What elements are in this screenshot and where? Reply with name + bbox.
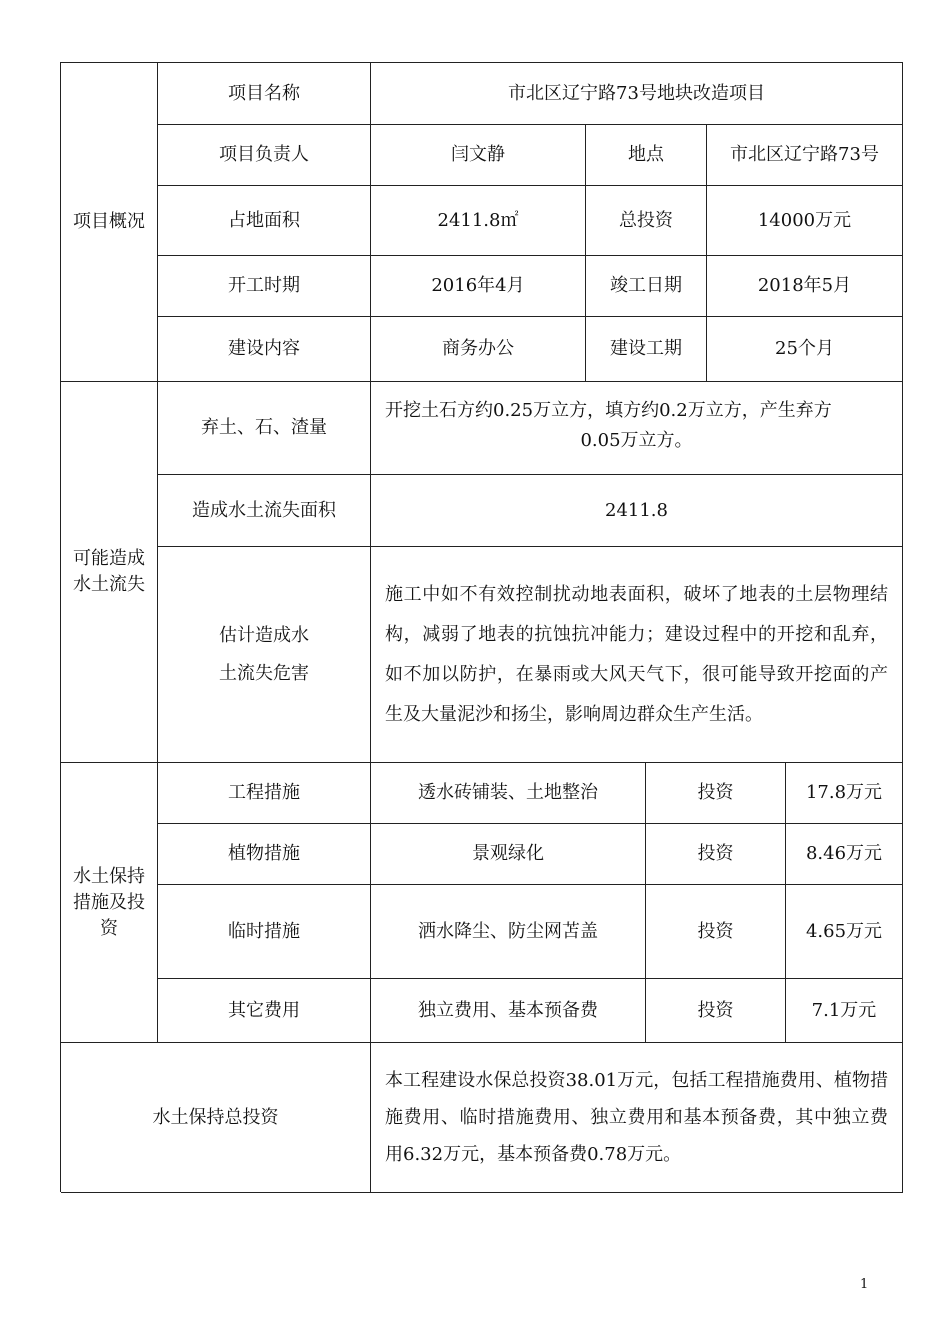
cell-text: 竣工日期 (610, 275, 682, 296)
construction-content-value (371, 317, 586, 382)
cell-text: 水土流失 (73, 574, 145, 595)
cell-text: 措施及投 (73, 891, 145, 913)
cell-text: 投资 (697, 843, 734, 864)
cell-text: 水土保持 (73, 865, 145, 887)
cell-text: 土流失危害 (219, 662, 309, 684)
total-investment-value (707, 186, 903, 256)
cell-text: 25个月 (775, 338, 834, 359)
measure-type-cell (158, 824, 371, 885)
cell-text: 估计造成水 (219, 624, 309, 646)
cell-text: 2018年5月 (757, 275, 852, 296)
start-date-label (158, 256, 371, 317)
cell-text: 占地面积 (228, 209, 300, 231)
measure-type-cell (158, 763, 371, 824)
cell-text: 市北区辽宁路73号地块改造项目 (508, 82, 765, 104)
cell-text: 临时措施 (228, 920, 300, 942)
cell-text: 投资 (697, 782, 734, 803)
cell-text: 开工时期 (228, 275, 300, 296)
project-name-label (158, 63, 371, 125)
total-conservation-investment-value (371, 1043, 903, 1193)
total-investment-label (586, 186, 707, 256)
project-name-value (371, 63, 903, 125)
cell-text: 项目负责人 (219, 144, 309, 165)
project-manager-value (371, 125, 586, 186)
cell-text: 7.1万元 (811, 999, 877, 1021)
construction-period-label (586, 317, 707, 382)
cell-text: 弃土、石、渣量 (201, 417, 327, 438)
cell-text: 投资 (697, 999, 734, 1021)
cell-text: 透水砖铺装、土地整治 (418, 782, 598, 803)
cell-text: 可能造成 (73, 548, 145, 569)
project-manager-label (158, 125, 371, 186)
measure-type-cell (158, 979, 371, 1043)
cell-text: 17.8万元 (805, 782, 883, 803)
measure-investment-label (646, 885, 786, 979)
soil-conservation-table (60, 62, 903, 1192)
cell-text: 本工程建设水保总投资38.01万元，包括工程措施费用、植物措施费用、临时措施费用、独立费用和基本预备费，其中独立费用6.32万元，基本预备费0.78万元。 (385, 1070, 888, 1165)
spoil-volume-value (371, 382, 903, 475)
cell-text: 工程措施 (228, 782, 300, 803)
cell-text: 开挖土石方约0.25万立方，填方约0.2万立方，产生弃方 (385, 400, 832, 421)
measure-amount-cell (786, 763, 903, 824)
measure-amount-cell (786, 824, 903, 885)
completion-date-value (707, 256, 903, 317)
measure-content-cell (371, 824, 646, 885)
cell-text: 商务办公 (442, 338, 514, 359)
land-area-label (158, 186, 371, 256)
cell-text: 资 (100, 917, 118, 939)
cell-text: 8.46万元 (805, 843, 883, 864)
soil-loss-area-value (371, 475, 903, 547)
construction-content-label (158, 317, 371, 382)
measure-investment-label (646, 824, 786, 885)
cell-text: 总投资 (619, 209, 673, 231)
measure-type-cell (158, 885, 371, 979)
cell-text: 其它费用 (228, 999, 300, 1021)
cell-text: 独立费用、基本预备费 (418, 999, 598, 1021)
cell-text: 14000万元 (757, 209, 852, 231)
soil-loss-area-label (158, 475, 371, 547)
cell-text: 2016年4月 (431, 275, 525, 296)
measure-amount-cell (786, 885, 903, 979)
page-number: 1 (860, 1277, 869, 1292)
section-project-overview-label (61, 63, 158, 382)
cell-text: 项目概况 (73, 211, 145, 232)
cell-text: 项目名称 (228, 82, 300, 104)
soil-loss-harm-label (158, 547, 371, 763)
measure-amount-cell (786, 979, 903, 1043)
section-conservation-measures-label (61, 763, 158, 1043)
land-area-value (371, 186, 586, 256)
cell-text: 2411.8 (605, 499, 668, 521)
cell-text: 水土保持总投资 (152, 1106, 279, 1128)
location-label (586, 125, 707, 186)
cell-text: 4.65万元 (805, 920, 883, 942)
cell-text: 闫文静 (451, 144, 505, 165)
total-conservation-investment-label (61, 1043, 371, 1193)
measure-content-cell (371, 885, 646, 979)
cell-text: 植物措施 (228, 843, 300, 864)
cell-text: 施工中如不有效控制扰动地表面积，破坏了地表的土层物理结构，减弱了地表的抗蚀抗冲能力；建设过程中的开挖和乱弃，如不加以防护，在暴雨或大风天气下，很可能导致开挖面的产生及大量泥沙和扬尘，影响周边群众生产生活。 (385, 583, 888, 725)
location-value (707, 125, 903, 186)
measure-content-cell (371, 979, 646, 1043)
cell-text: 建设工期 (610, 338, 682, 359)
soil-loss-harm-value (371, 547, 903, 763)
measure-content-cell (371, 763, 646, 824)
cell-text: 地点 (628, 144, 664, 165)
spoil-volume-label (158, 382, 371, 475)
cell-text: 投资 (697, 920, 734, 942)
section-possible-soil-loss-label (61, 382, 158, 763)
cell-text: 建设内容 (228, 338, 300, 359)
cell-text: 0.05万立方。 (580, 430, 693, 451)
completion-date-label (586, 256, 707, 317)
cell-text: 2411.8㎡ (437, 209, 519, 231)
cell-text: 造成水土流失面积 (192, 499, 336, 521)
cell-text: 洒水降尘、防尘网苫盖 (418, 920, 598, 942)
measure-investment-label (646, 763, 786, 824)
start-date-value (371, 256, 586, 317)
measure-investment-label (646, 979, 786, 1043)
cell-text: 市北区辽宁路73号 (730, 144, 879, 165)
cell-text: 景观绿化 (472, 843, 544, 864)
construction-period-value (707, 317, 903, 382)
